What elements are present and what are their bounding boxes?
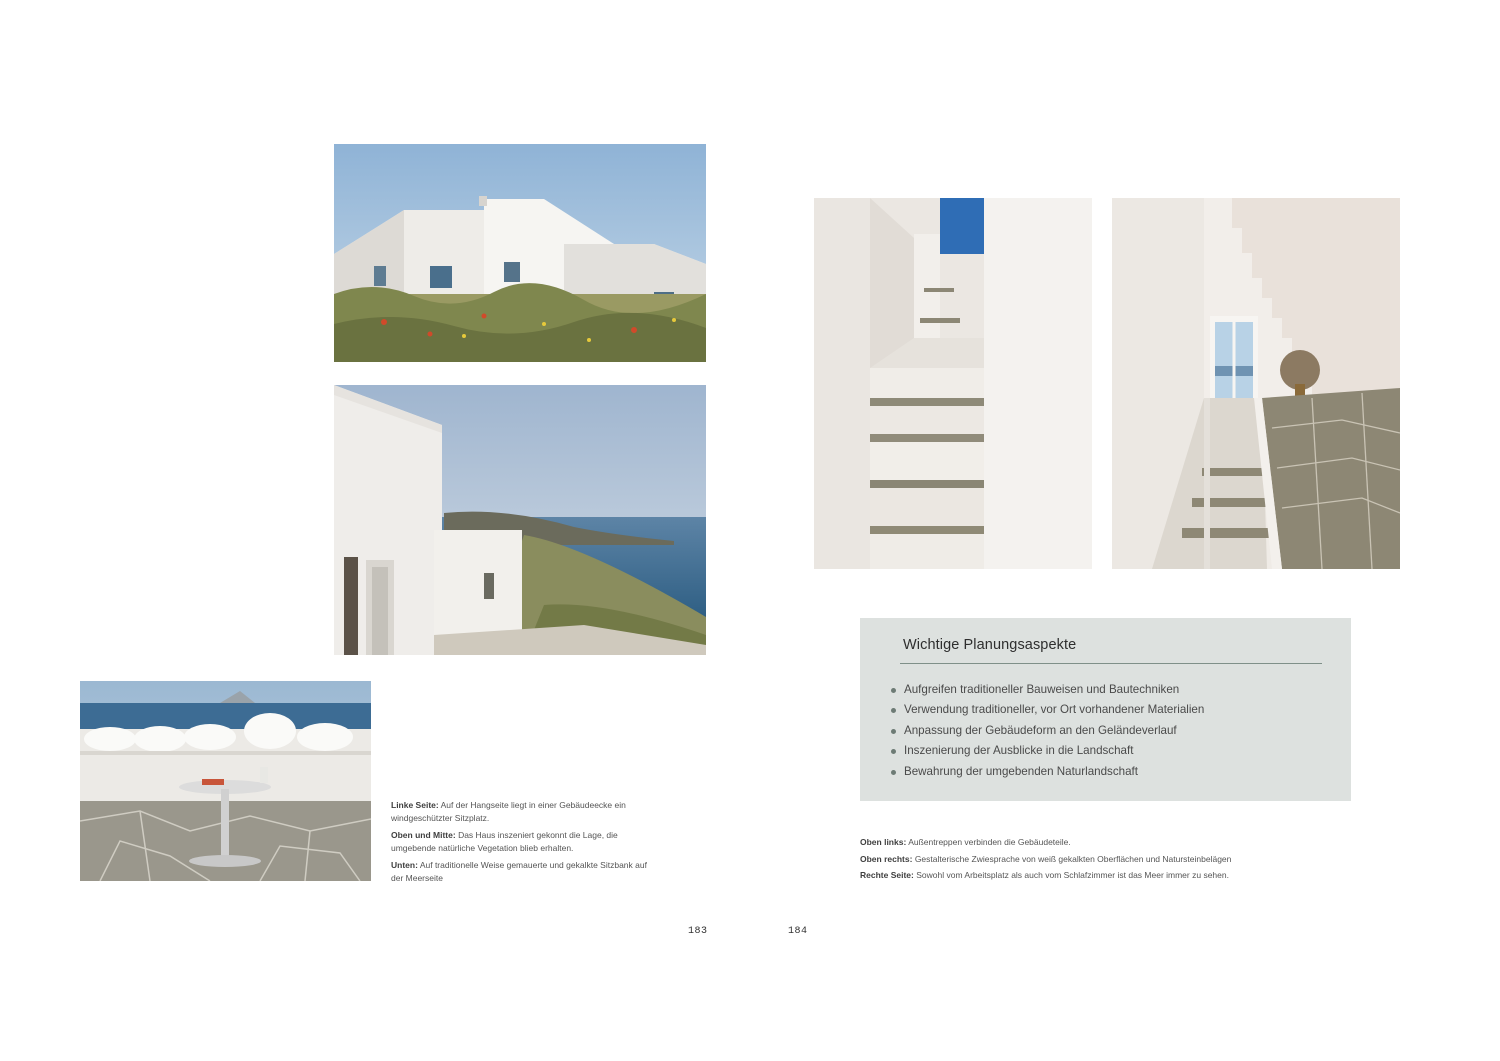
photo-house-sea-view — [334, 385, 706, 655]
bullet-icon — [891, 688, 896, 693]
caption-rechte-seite: Rechte Seite: Sowohl vom Arbeitsplatz als auch vom Schlafzimmer ist das Meer immer zu sehen. — [860, 870, 1229, 880]
caption-unten: Unten: Auf traditionelle Weise gemauerte und gekalkte Sitzbank auf der Meerseite — [391, 860, 647, 883]
photo-terrace-bench — [80, 681, 371, 881]
title-rule — [900, 663, 1322, 664]
caption-linke-seite: Linke Seite: Auf der Hangseite liegt in einer Gebäudeecke ein windgeschützter Sitzplatz. — [391, 800, 626, 823]
photo-house-wildflowers — [334, 144, 706, 362]
caption-oben-links: Oben links: Außentreppen verbinden die Gebäudeteile. — [860, 837, 1071, 847]
bullet-icon — [891, 729, 896, 734]
captions-left — [391, 799, 661, 889]
list-item: Aufgreifen traditioneller Bauweisen und Bautechniken — [890, 680, 1204, 700]
photo-interior-stairs — [1112, 198, 1400, 569]
bullet-icon — [891, 749, 896, 754]
planning-aspects-title: Wichtige Planungsaspekte — [903, 637, 1077, 653]
caption-oben-und-mitte: Oben und Mitte: Das Haus inszeniert gekonnt die Lage, die umgebende natürliche Vegetation blieb erhalten. — [391, 830, 618, 853]
photo-exterior-stairs — [814, 198, 1092, 569]
planning-aspects-list — [890, 680, 1204, 782]
list-item: Inszenierung der Ausblicke in die Landschaft — [890, 741, 1204, 761]
captions-right — [860, 836, 1380, 886]
bullet-icon — [891, 708, 896, 713]
list-item: Verwendung traditioneller, vor Ort vorhandener Materialien — [890, 700, 1204, 720]
caption-oben-rechts: Oben rechts: Gestalterische Zwiesprache von weiß gekalkten Oberflächen und Natursteinbelägen — [860, 853, 1232, 864]
list-item: Bewahrung der umgebenden Naturlandschaft — [890, 762, 1204, 782]
list-item: Anpassung der Gebäudeform an den Geländeverlauf — [890, 721, 1204, 741]
planning-aspects-box — [860, 618, 1351, 801]
page-number-left: 183 — [688, 926, 708, 937]
page-number-right: 184 — [788, 926, 808, 937]
bullet-icon — [891, 770, 896, 775]
